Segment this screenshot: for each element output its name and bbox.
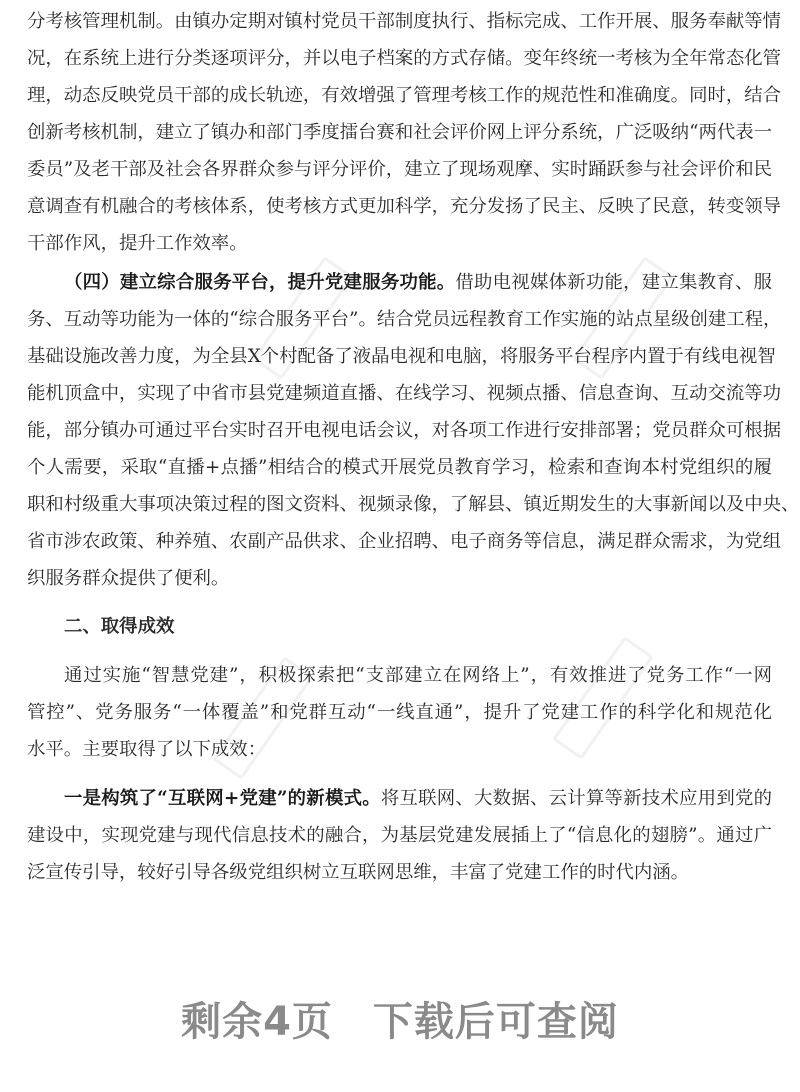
text-line: 委员”及老干部及社会各界群众参与评分评价，建立了现场观摩、实时踊跃参与社会评价和民: [27, 159, 773, 180]
text-run: 将互联网、大数据、云计算等新技术应用到党的: [380, 788, 772, 809]
text-line: 泛宣传引导，较好引导各级党组织树立互联网思维，丰富了党建工作的时代内涵。: [27, 862, 690, 883]
text-line: 个人需要，采取“直播+点播”相结合的模式开展党员教育学习，检索和查询本村党组织的履: [27, 457, 772, 478]
text-line: 况，在系统上进行分类逐项评分，并以电子档案的方式存储。变年终统一考核为全年常态化管: [27, 48, 782, 69]
text-line: 建设中，实现党建与现代信息技术的融合，为基层党建发展插上了“信息化的翅膀”。通过广: [27, 825, 772, 846]
text-line: 管控”、党务服务“一体覆盖”和党群互动“一线直通”，提升了党建工作的科学化和规范化: [27, 702, 772, 723]
text-line: 职和村级重大事项决策过程的图文资料、视频录像，了解县、镇近期发生的大事新闻以及中央、: [27, 494, 800, 515]
text-line: 意调查有机融合的考核体系，使考核方式更加科学，充分发扬了民主、反映了民意，转变领导: [27, 196, 782, 217]
text-run: 借助电视媒体新功能，建立集教育、服: [455, 272, 772, 293]
download-to-view-label: 下载后可查阅: [372, 999, 619, 1045]
download-prompt[interactable]: [0, 990, 800, 1047]
bold-lead: （四）建立综合服务平台，提升党建服务功能。: [64, 272, 456, 293]
text-line: 分考核管理机制。由镇办定期对镇村党员干部制度执行、指标完成、工作开展、服务奉献等情: [27, 11, 782, 32]
text-line: 省市涉农政策、种养殖、农副产品供求、企业招聘、电子商务等信息，满足群众需求，为党组: [27, 531, 782, 552]
section-heading: 二、取得成效: [64, 616, 175, 637]
bold-lead: 一是构筑了“互联网+党建”的新模式。: [64, 788, 381, 809]
text-line: 能，部分镇办可通过平台实时召开电视电话会议，对各项工作进行安排部署；党员群众可根据: [27, 420, 782, 441]
text-line: 理，动态反映党员干部的成长轨迹，有效增强了管理考核工作的规范性和准确度。同时，结合: [27, 85, 782, 106]
text-line: 水平。主要取得了以下成效：: [27, 739, 267, 760]
text-line: 干部作风，提升工作效率。: [27, 233, 248, 254]
text-line: 能机顶盒中，实现了中省市县党建频道直播、在线学习、视频点播、信息查询、互动交流等功: [27, 383, 782, 404]
text-line: 创新考核机制，建立了镇办和部门季度擂台赛和社会评价网上评分系统，广泛吸纳“两代表一: [27, 122, 773, 143]
paragraph-first-line: [64, 270, 772, 296]
text-line: 通过实施“智慧党建”，积极探索把“支部建立在网络上”，有效推进了党务工作“一网: [64, 665, 772, 686]
paragraph-first-line: [64, 786, 772, 812]
text-line: 基础设施改善力度，为全县X个村配备了液晶电视和电脑，将服务平台程序内置于有线电视智: [27, 346, 776, 367]
text-line: 织服务群众提供了便利。: [27, 568, 230, 589]
remaining-pages-label: 剩余4页: [181, 999, 333, 1045]
text-line: 务、互动等功能为一体的“综合服务平台”。结合党员远程教育工作实施的站点星级创建工程，: [27, 309, 782, 330]
